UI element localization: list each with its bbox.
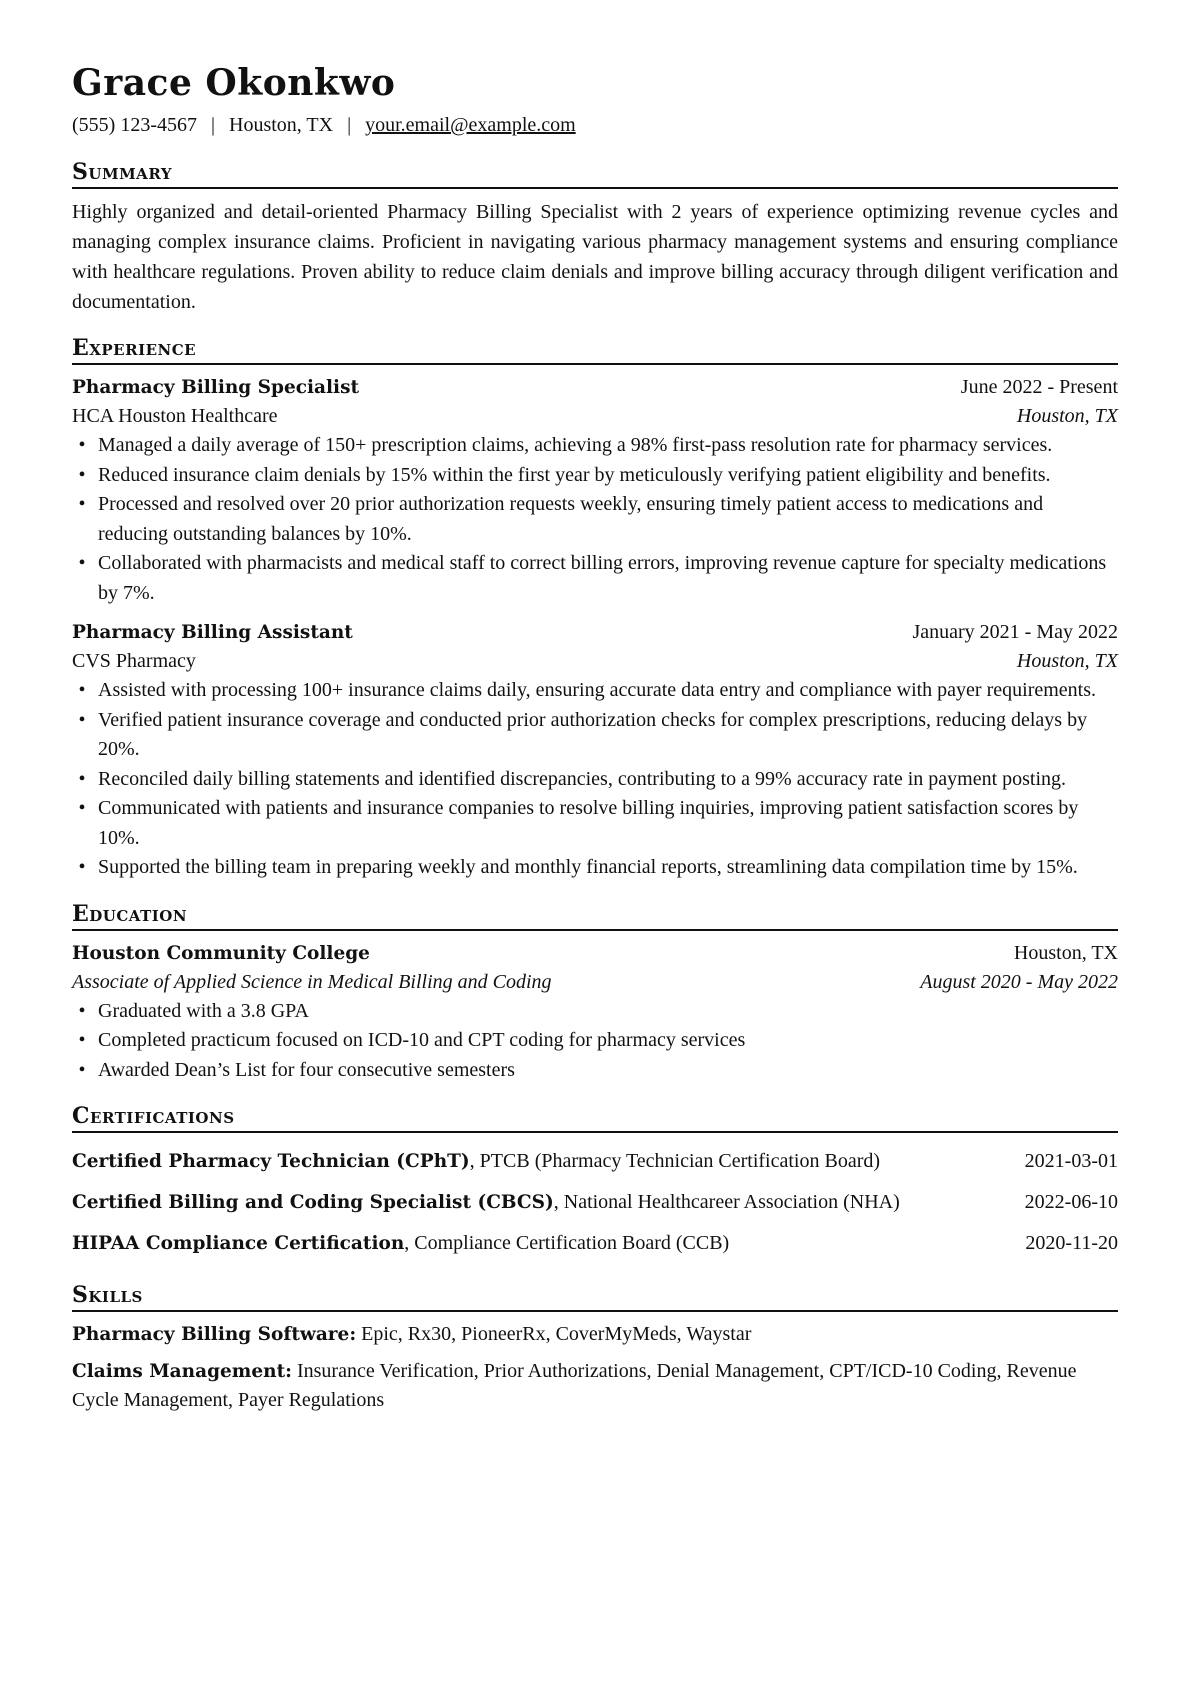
bullet-item: • Communicated with patients and insurance companies to resolve billing inquiries, improving patient satisfaction scores by 10%. [98,794,1118,853]
bullet-item: • Completed practicum focused on ICD-10 and CPT coding for pharmacy services [98,1026,1118,1056]
school-location: Houston, TX [1013,941,1118,964]
education-header [72,939,1118,968]
certification-name: Certified Billing and Coding Specialist (CBCS) [72,1192,554,1213]
certification-item [72,1182,1118,1223]
bullet-item: • Assisted with processing 100+ insurance claims daily, ensuring accurate data entry and compliance with payer requirements. [98,676,1118,706]
job-location: Houston, TX [1016,405,1118,427]
certification-issuer: , Compliance Certification Board (CCB) [404,1232,730,1254]
candidate-name: Grace Okonkwo [72,62,396,104]
bullet-item: • Supported the billing team in preparing weekly and monthly financial reports, streamlining data compilation time by 15%. [98,853,1118,883]
certifications-section [72,1103,1118,1264]
job-subheader [72,402,1118,431]
separator: | [347,114,352,136]
certification-date: 2021-03-01 [1024,1150,1118,1172]
education-dates: August 2020 - May 2022 [920,970,1118,993]
job-dates: January 2021 - May 2022 [912,621,1118,643]
education-section [72,901,1118,1086]
certification-item [72,1141,1118,1182]
certification-date: 2020-11-20 [1025,1232,1118,1254]
job-title: Pharmacy Billing Specialist [72,377,360,398]
section-title-skills: Skills [72,1282,1118,1312]
bullet-item: • Reduced insurance claim denials by 15% within the first year by meticulously verifying patient eligibility and benefits. [98,461,1118,491]
certification-issuer: , PTCB (Pharmacy Technician Certification Board) [469,1150,881,1172]
skill-values: Epic, Rx30, PioneerRx, CoverMyMeds, Waystar [356,1323,752,1345]
bullet-item: • Managed a daily average of 150+ prescription claims, achieving a 98% first-pass resolution rate for pharmacy services. [98,431,1118,461]
contact-line [72,114,1118,137]
certification-date: 2022-06-10 [1024,1191,1118,1213]
skill-values: Insurance Verification, Prior Authorizations, Denial Management, CPT/ICD-10 Coding, Revenue Cycle Management, Payer Regulations [72,1360,1077,1411]
bullet-item: • Collaborated with pharmacists and medical staff to correct billing errors, improving revenue capture for specialty medications by 7%. [98,549,1118,608]
email-link[interactable]: your.email@example.com [365,114,576,136]
job-entry [72,373,1118,608]
experience-section [72,335,1118,883]
degree-name: Associate of Applied Science in Medical Billing and Coding [72,970,552,993]
job-dates: June 2022 - Present [960,376,1118,398]
location: Houston, TX [229,114,334,136]
bullet-item: • Processed and resolved over 20 prior authorization requests weekly, ensuring timely patient access to medications and reducing outstanding balances by 10%. [98,490,1118,549]
section-title-experience: Experience [72,335,1118,365]
job-header [72,373,1118,402]
certification-name: Certified Pharmacy Technician (CPhT) [72,1151,470,1172]
section-title-summary: Summary [72,159,1118,189]
job-title: Pharmacy Billing Assistant [72,622,353,643]
certification-item [72,1223,1118,1264]
job-bullets [72,431,1118,608]
job-company: CVS Pharmacy [72,650,196,672]
skill-label: Claims Management: [72,1361,292,1382]
job-bullets [72,676,1118,883]
skill-category [72,1357,1118,1415]
section-title-certifications: Certifications [72,1103,1118,1133]
certification-issuer: , National Healthcareer Association (NHA) [553,1191,900,1213]
skills-section [72,1282,1118,1415]
bullet-item: • Awarded Dean’s List for four consecutive semesters [98,1056,1118,1086]
education-subheader [72,968,1118,997]
bullet-item: • Graduated with a 3.8 GPA [98,997,1118,1027]
separator: | [210,114,215,136]
certification-name: HIPAA Compliance Certification [72,1233,405,1254]
skill-category [72,1320,1118,1349]
summary-section [72,159,1118,317]
job-subheader [72,647,1118,676]
job-entry [72,618,1118,883]
summary-text: Highly organized and detail-oriented Pharmacy Billing Specialist with 2 years of experience optimizing revenue cycles and managing complex insurance claims. Proficient in navigating various pharmacy management systems and ensuring compliance with healthcare regulations. Proven ability to reduce claim denials and improve billing accuracy through diligent verification and documentation. [72,201,1118,313]
bullet-item: • Reconciled daily billing statements and identified discrepancies, contributing to a 99% accuracy rate in payment posting. [98,765,1118,795]
job-header [72,618,1118,647]
education-bullets [72,997,1118,1086]
school-name: Houston Community College [72,942,370,964]
section-title-education: Education [72,901,1118,931]
bullet-item: • Verified patient insurance coverage and conducted prior authorization checks for complex prescriptions, reducing delays by 20%. [98,706,1118,765]
job-company: HCA Houston Healthcare [72,405,278,427]
phone-number: (555) 123-4567 [72,114,197,136]
skill-label: Pharmacy Billing Software: [72,1324,357,1345]
job-location: Houston, TX [1016,650,1118,672]
